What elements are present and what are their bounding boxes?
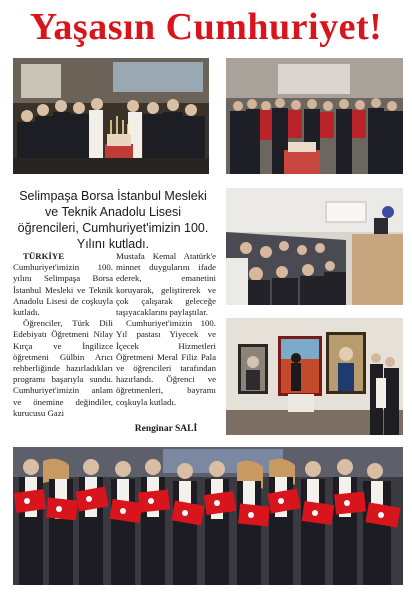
- article-author: Renginar SALİ: [134, 424, 198, 434]
- paragraph: Mustafa Kemal Atatürk'e minnet duygularını ifade ederek, emanetini koruyarak, geliştirerek ve çok çalışarak geleceğe taşıyacaklarını paylaştılar.: [116, 251, 216, 318]
- paragraph: Öğrenciler, Türk Dili Edebiyatı Öğretmeni Nilay Kırça ve İngilizce öğretmeni Gülbin Arıcı rehberliğinde hazırladıkları programı başarıyla sundu. Cumhuriyet'imizin anlam ve önemine değindiler, kurucusu Gazi: [13, 318, 113, 418]
- cake-ceremony-crowd-photo: [226, 58, 403, 174]
- article-subheading: Selimpaşa Borsa İstanbul Mesleki ve Teknik Anadolu Lisesi öğrencileri, Cumhuriyet'imizin 100. Yılını kutladı.: [17, 189, 209, 251]
- audience-hall-photo: [226, 188, 403, 305]
- paragraph: [13, 251, 113, 318]
- ataturk-portraits-photo: [226, 318, 403, 435]
- page-headline: Yaşasın Cumhuriyet!: [29, 6, 383, 48]
- paragraph: Cumhuriyet'imizin 100. Yıl pastası Yiyecek ve İçecek Hizmetleri Öğretmeni Meral Filiz Pala ve öğrencileri tarafından hazırlandı. Öğrenci ve öğretmenleri, bayramı coşkuyla kutladı.: [116, 318, 216, 407]
- article-column-1: [13, 251, 113, 419]
- article-column-2: [116, 251, 216, 408]
- cake-ceremony-photo: [13, 58, 209, 174]
- students-with-flags-photo: [13, 447, 403, 585]
- lead-word: TÜRKİYE: [23, 251, 65, 261]
- paragraph-text: Cumhuriyet'imizin 100. yılını Selimpaşa Borsa İstanbul Mesleki ve Teknik Anadolu Lisesi de coşkuyla kutladı.: [13, 262, 113, 318]
